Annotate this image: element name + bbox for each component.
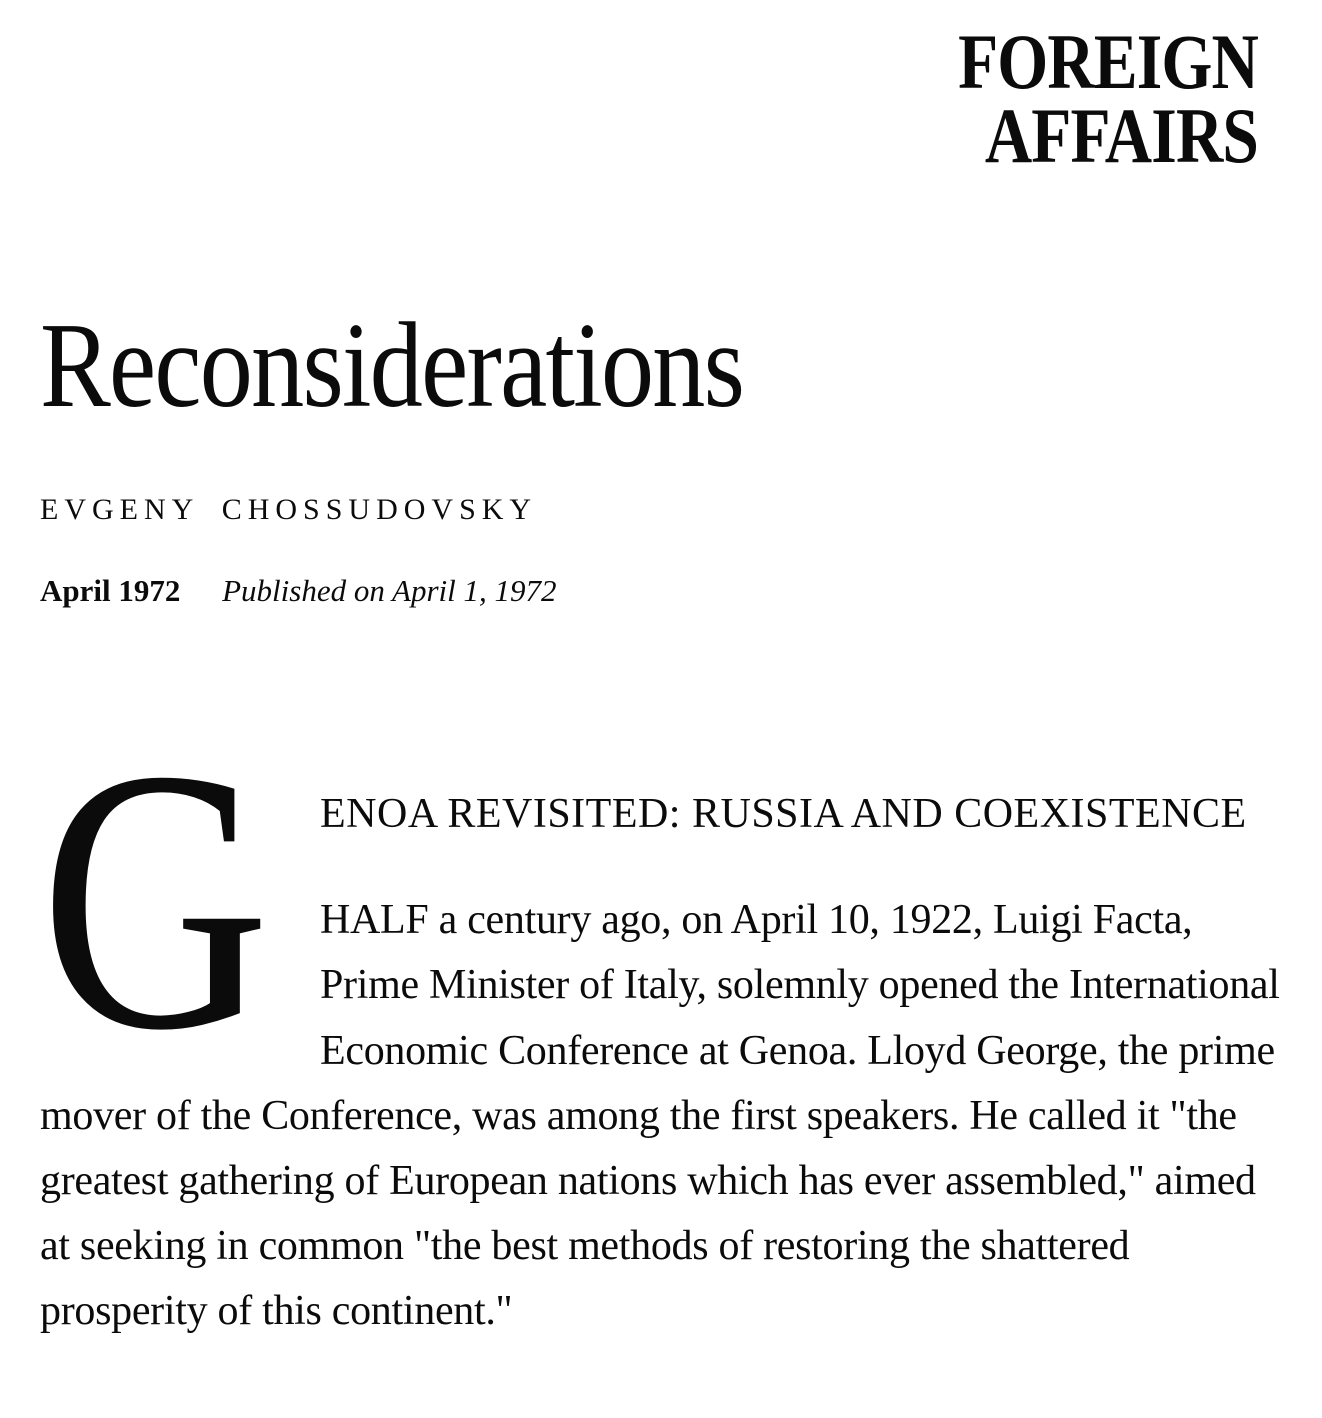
foreign-affairs-logo[interactable] xyxy=(958,18,1258,180)
logo-line-1: FOREIGN xyxy=(958,18,1258,105)
body-paragraph: HALF a century ago, on April 10, 1922, Luigi Facta, Prime Minister of Italy, solemnly opened the International Economic Conference at Genoa. Lloyd George, the prime mover of the Conference, was among the first speakers. He called it "the greatest gathering of European nations which has ever assembled," aimed at seeking in common "the best methods of restoring the shattered prosperity of this continent." xyxy=(40,897,1280,1334)
drop-cap xyxy=(40,693,280,1109)
masthead xyxy=(40,18,1284,180)
issue-date: April 1972 xyxy=(40,573,181,609)
article-body xyxy=(40,693,1284,1344)
dateline xyxy=(40,573,1284,609)
author-byline: EVGENY CHOSSUDOVSKY xyxy=(40,493,538,527)
published-date: Published on April 1, 1972 xyxy=(222,573,557,609)
drop-cap-letter: G xyxy=(40,693,271,1109)
logo-line-2: AFFAIRS xyxy=(984,92,1258,180)
section-heading: ENOA REVISITED: RUSSIA AND COEXISTENCE xyxy=(320,791,1247,838)
article-title: Reconsiderations xyxy=(40,298,744,434)
